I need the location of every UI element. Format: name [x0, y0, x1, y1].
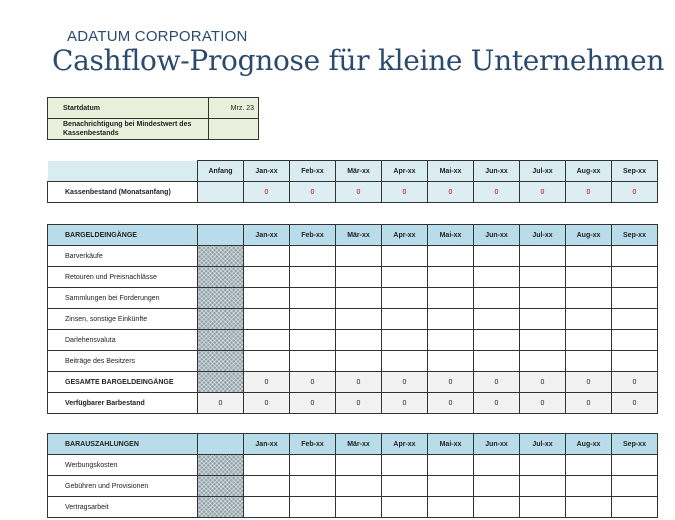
payment-value-cell[interactable]	[382, 497, 428, 518]
balance-value-cell[interactable]: 0	[336, 182, 382, 203]
min-balance-value[interactable]	[209, 119, 259, 140]
receipts-total-cell: 0	[474, 372, 520, 393]
month-header: Mär-xx	[336, 161, 382, 182]
receipts-total-cell: 0	[244, 372, 290, 393]
receipt-item-row	[48, 351, 658, 372]
payment-item-label: Gebühren und Provisionen	[48, 476, 198, 497]
month-header: Mär-xx	[336, 225, 382, 246]
receipt-value-cell[interactable]	[474, 246, 520, 267]
payment-value-cell[interactable]	[290, 476, 336, 497]
balance-start-cell[interactable]	[198, 182, 244, 203]
receipt-value-cell[interactable]	[520, 267, 566, 288]
month-header: Aug-xx	[566, 161, 612, 182]
start-date-label: Startdatum	[48, 98, 209, 119]
receipt-value-cell[interactable]	[290, 246, 336, 267]
month-header: Jan-xx	[244, 225, 290, 246]
receipt-value-cell[interactable]	[290, 288, 336, 309]
receipts-total-row	[48, 372, 658, 393]
receipt-value-cell[interactable]	[290, 330, 336, 351]
payment-value-cell[interactable]	[428, 455, 474, 476]
available-cash-cell: 0	[290, 393, 336, 414]
receipt-value-cell[interactable]	[244, 351, 290, 372]
balance-value-cell[interactable]: 0	[428, 182, 474, 203]
receipts-total-cell: 0	[290, 372, 336, 393]
receipt-value-cell[interactable]	[428, 288, 474, 309]
receipt-value-cell[interactable]	[428, 309, 474, 330]
settings-table	[47, 97, 259, 140]
payment-value-cell[interactable]	[428, 497, 474, 518]
month-header: Sep-xx	[612, 161, 658, 182]
receipt-value-cell[interactable]	[566, 309, 612, 330]
month-header: Feb-xx	[290, 434, 336, 455]
payment-start-cell	[198, 455, 244, 476]
start-column-header: Anfang	[198, 161, 244, 182]
month-header: Mär-xx	[336, 434, 382, 455]
receipt-value-cell[interactable]	[428, 330, 474, 351]
receipts-table	[47, 224, 658, 414]
balance-value-cell[interactable]: 0	[612, 182, 658, 203]
receipt-value-cell[interactable]	[382, 309, 428, 330]
payment-start-cell	[198, 476, 244, 497]
payment-value-cell[interactable]	[612, 497, 658, 518]
payment-value-cell[interactable]	[336, 455, 382, 476]
receipts-total-start-cell	[198, 372, 244, 393]
page-title: Cashflow-Prognose für kleine Unternehmen	[52, 44, 665, 77]
balance-value-cell[interactable]: 0	[566, 182, 612, 203]
receipt-value-cell[interactable]	[336, 309, 382, 330]
receipt-value-cell[interactable]	[244, 309, 290, 330]
receipt-value-cell[interactable]	[612, 330, 658, 351]
payment-value-cell[interactable]	[520, 455, 566, 476]
payments-start-header	[198, 434, 244, 455]
balance-value-cell[interactable]: 0	[382, 182, 428, 203]
payment-value-cell[interactable]	[474, 455, 520, 476]
payment-value-cell[interactable]	[382, 455, 428, 476]
receipts-total-cell: 0	[382, 372, 428, 393]
receipt-value-cell[interactable]	[612, 246, 658, 267]
month-header: Feb-xx	[290, 225, 336, 246]
balance-value-cell[interactable]: 0	[244, 182, 290, 203]
month-header: Aug-xx	[566, 434, 612, 455]
company-name: ADATUM CORPORATION	[67, 28, 248, 45]
payment-item-label: Werbungskosten	[48, 455, 198, 476]
receipt-start-cell	[198, 267, 244, 288]
payment-item-row	[48, 476, 658, 497]
payments-table	[47, 433, 658, 518]
receipts-total-cell: 0	[428, 372, 474, 393]
payment-value-cell[interactable]	[612, 476, 658, 497]
payments-header-row	[48, 434, 658, 455]
balance-value-cell[interactable]: 0	[290, 182, 336, 203]
available-cash-cell: 0	[336, 393, 382, 414]
receipts-total-cell: 0	[612, 372, 658, 393]
payment-value-cell[interactable]	[566, 476, 612, 497]
month-header: Jul-xx	[520, 161, 566, 182]
start-date-value[interactable]: Mrz. 23	[209, 98, 259, 119]
receipt-start-cell	[198, 330, 244, 351]
receipts-header-row	[48, 225, 658, 246]
receipt-value-cell[interactable]	[244, 288, 290, 309]
month-header: Jun-xx	[474, 434, 520, 455]
payment-item-row	[48, 455, 658, 476]
receipts-total-cell: 0	[336, 372, 382, 393]
available-cash-cell: 0	[474, 393, 520, 414]
receipt-item-row	[48, 267, 658, 288]
month-header: Jul-xx	[520, 225, 566, 246]
receipt-value-cell[interactable]	[382, 288, 428, 309]
payment-value-cell[interactable]	[244, 497, 290, 518]
receipt-item-row	[48, 246, 658, 267]
receipt-start-cell	[198, 309, 244, 330]
receipt-item-label: Sammlungen bei Forderungen	[48, 288, 198, 309]
available-cash-cell: 0	[382, 393, 428, 414]
payment-value-cell[interactable]	[244, 476, 290, 497]
payment-value-cell[interactable]	[336, 497, 382, 518]
payment-value-cell[interactable]	[336, 476, 382, 497]
month-header: Mai-xx	[428, 161, 474, 182]
receipt-item-row	[48, 288, 658, 309]
receipt-value-cell[interactable]	[566, 288, 612, 309]
receipt-item-label: Zinsen, sonstige Einkünfte	[48, 309, 198, 330]
receipt-value-cell[interactable]	[566, 267, 612, 288]
month-header: Feb-xx	[290, 161, 336, 182]
min-balance-row	[48, 119, 259, 140]
receipt-value-cell[interactable]	[382, 267, 428, 288]
receipt-value-cell[interactable]	[566, 351, 612, 372]
month-header: Apr-xx	[382, 161, 428, 182]
receipt-value-cell[interactable]	[474, 351, 520, 372]
receipts-start-header	[198, 225, 244, 246]
column-header-row	[48, 161, 658, 182]
month-header: Apr-xx	[382, 225, 428, 246]
payment-value-cell[interactable]	[520, 476, 566, 497]
receipt-value-cell[interactable]	[336, 351, 382, 372]
receipt-item-label: Darlehensvaluta	[48, 330, 198, 351]
receipt-value-cell[interactable]	[428, 267, 474, 288]
payment-value-cell[interactable]	[428, 476, 474, 497]
payment-value-cell[interactable]	[566, 497, 612, 518]
payment-item-label: Vertragsarbeit	[48, 497, 198, 518]
receipt-value-cell[interactable]	[612, 288, 658, 309]
receipt-value-cell[interactable]	[382, 330, 428, 351]
payment-start-cell	[198, 497, 244, 518]
receipt-value-cell[interactable]	[290, 351, 336, 372]
receipt-value-cell[interactable]	[290, 267, 336, 288]
receipt-item-label: Retouren und Preisnachlässe	[48, 267, 198, 288]
receipt-value-cell[interactable]	[520, 309, 566, 330]
available-cash-label: Verfügbarer Barbestand	[48, 393, 198, 414]
receipt-start-cell	[198, 288, 244, 309]
available-cash-cell: 0	[566, 393, 612, 414]
receipt-value-cell[interactable]	[612, 267, 658, 288]
receipt-value-cell[interactable]	[290, 309, 336, 330]
receipt-start-cell	[198, 246, 244, 267]
available-cash-cell: 0	[428, 393, 474, 414]
receipt-value-cell[interactable]	[382, 246, 428, 267]
receipt-value-cell[interactable]	[428, 351, 474, 372]
receipt-item-label: Barverkäufe	[48, 246, 198, 267]
payment-value-cell[interactable]	[290, 455, 336, 476]
month-header: Jul-xx	[520, 434, 566, 455]
receipt-value-cell[interactable]	[474, 330, 520, 351]
receipt-start-cell	[198, 351, 244, 372]
balance-value-cell[interactable]: 0	[474, 182, 520, 203]
receipt-value-cell[interactable]	[566, 330, 612, 351]
payment-value-cell[interactable]	[382, 476, 428, 497]
payment-value-cell[interactable]	[474, 476, 520, 497]
receipts-total-cell: 0	[520, 372, 566, 393]
month-header: Jun-xx	[474, 225, 520, 246]
receipt-value-cell[interactable]	[612, 351, 658, 372]
receipt-value-cell[interactable]	[520, 351, 566, 372]
available-cash-cell: 0	[612, 393, 658, 414]
month-header: Mai-xx	[428, 434, 474, 455]
receipt-value-cell[interactable]	[336, 330, 382, 351]
receipt-value-cell[interactable]	[244, 246, 290, 267]
receipt-value-cell[interactable]	[336, 267, 382, 288]
receipt-value-cell[interactable]	[244, 267, 290, 288]
month-header: Jan-xx	[244, 434, 290, 455]
balance-row	[48, 182, 658, 203]
payment-value-cell[interactable]	[474, 497, 520, 518]
available-cash-cell: 0	[520, 393, 566, 414]
month-header: Jun-xx	[474, 161, 520, 182]
payment-value-cell[interactable]	[612, 455, 658, 476]
receipt-value-cell[interactable]	[612, 309, 658, 330]
month-header: Sep-xx	[612, 225, 658, 246]
balance-table	[47, 160, 658, 203]
receipt-value-cell[interactable]	[428, 246, 474, 267]
receipts-total-cell: 0	[566, 372, 612, 393]
receipt-value-cell[interactable]	[382, 351, 428, 372]
receipt-item-row	[48, 330, 658, 351]
receipt-value-cell[interactable]	[520, 330, 566, 351]
receipt-value-cell[interactable]	[566, 246, 612, 267]
start-date-row	[48, 98, 259, 119]
header-spacer	[48, 161, 198, 182]
month-header: Sep-xx	[612, 434, 658, 455]
balance-label: Kassenbestand (Monatsanfang)	[48, 182, 198, 203]
receipt-value-cell[interactable]	[474, 267, 520, 288]
min-balance-label: Benachrichtigung bei Mindestwert des Kassenbestands	[48, 119, 209, 140]
available-cash-cell: 0	[244, 393, 290, 414]
receipt-value-cell[interactable]	[520, 246, 566, 267]
payment-item-row	[48, 497, 658, 518]
receipt-value-cell[interactable]	[474, 309, 520, 330]
month-header: Mai-xx	[428, 225, 474, 246]
receipt-value-cell[interactable]	[336, 246, 382, 267]
receipt-value-cell[interactable]	[474, 288, 520, 309]
receipt-item-row	[48, 309, 658, 330]
receipt-value-cell[interactable]	[336, 288, 382, 309]
available-cash-start-cell: 0	[198, 393, 244, 414]
payment-value-cell[interactable]	[566, 455, 612, 476]
receipt-value-cell[interactable]	[244, 330, 290, 351]
receipt-item-label: Beiträge des Besitzers	[48, 351, 198, 372]
month-header: Apr-xx	[382, 434, 428, 455]
payment-value-cell[interactable]	[520, 497, 566, 518]
month-header: Aug-xx	[566, 225, 612, 246]
receipts-total-label: GESAMTE BARGELDEINGÄNGE	[48, 372, 198, 393]
month-header: Jan-xx	[244, 161, 290, 182]
payment-value-cell[interactable]	[244, 455, 290, 476]
receipt-value-cell[interactable]	[520, 288, 566, 309]
payments-heading: BARAUSZAHLUNGEN	[48, 434, 198, 455]
payment-value-cell[interactable]	[290, 497, 336, 518]
receipts-heading: BARGELDEINGÄNGE	[48, 225, 198, 246]
balance-value-cell[interactable]: 0	[520, 182, 566, 203]
available-cash-row	[48, 393, 658, 414]
